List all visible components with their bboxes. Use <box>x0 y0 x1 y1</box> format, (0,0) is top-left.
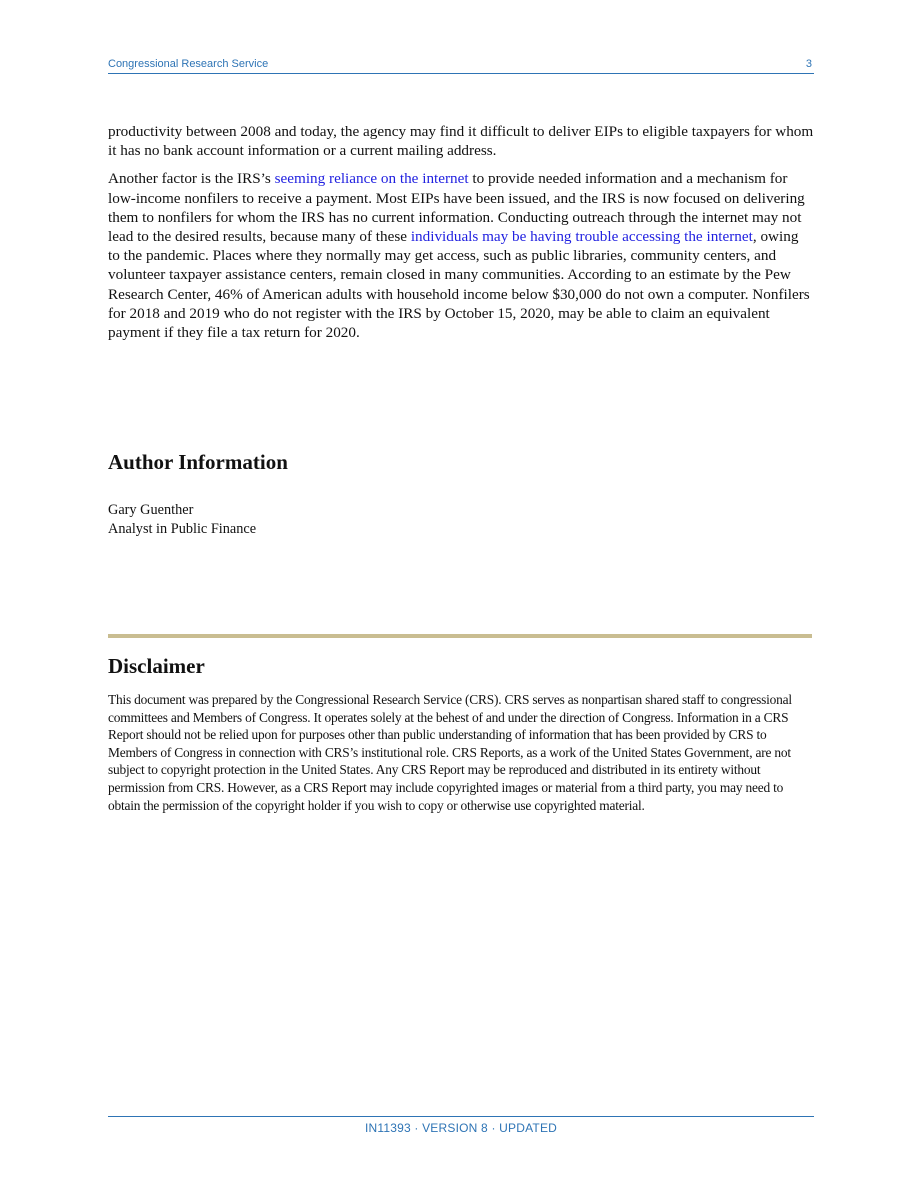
body-text <box>108 122 814 351</box>
section-divider <box>108 634 812 638</box>
author-name: Gary Guenther <box>108 502 194 518</box>
page-header <box>108 56 814 74</box>
paragraph-internet-reliance <box>108 169 814 342</box>
link-trouble-accessing-internet[interactable]: individuals may be having trouble accessing the internet <box>410 228 753 246</box>
page-number: 3 <box>805 58 812 70</box>
author-role: Analyst in Public Finance <box>108 520 257 537</box>
disclaimer-heading: Disclaimer <box>108 654 205 678</box>
link-seeming-reliance-on-internet[interactable]: seeming reliance on the internet <box>274 170 469 188</box>
disclaimer-text: This document was prepared by the Congressional Research Service (CRS). CRS serves as nonpartisan shared staff to congressional committees and Members of Congress. It operates solely at the behest of and under the direction of Congress. Information in a CRS Report should not be relied upon for purposes other than public understanding of information that has been provided by CRS to Members of Congress in connection with CRS’s institutional role. CRS Reports, as a work of the United States Government, are not subject to copyright protection in the United States. Any CRS Report may be reproduced and distributed in its entirety without permission from CRS. However, as a CRS Report may include copyrighted images or material from a third party, you may need to obtain the permission of the copyright holder if you wish to copy or otherwise use copyrighted material. <box>108 692 792 813</box>
header-title: Congressional Research Service <box>108 58 269 70</box>
paragraph-text-segment: to provide needed information and a mechanism for low-income nonfilers to receive a payment. Most EIPs have been issued, and the IRS is now focused on delivering them to nonfilers for whom the IRS has no current information. Conducting outreach through the internet may not lead to the desired results, because many of these <box>108 170 805 246</box>
author-block <box>108 501 256 538</box>
footer-divider <box>108 1116 814 1117</box>
author-information-heading: Author Information <box>108 450 288 474</box>
paragraph-text-segment: Another factor is the IRS’s <box>108 170 275 188</box>
footer-report-id: IN11393 · VERSION 8 · UPDATED <box>364 1121 558 1135</box>
paragraph-eip-delivery: productivity between 2008 and today, the agency may find it difficult to deliver EIPs to eligible taxpayers for whom it has no bank account information or a current mailing address. <box>108 123 814 160</box>
paragraph-text-segment: , owing to the pandemic. Places where they normally may get access, such as public libraries, community centers, and volunteer taxpayer assistance centers, remain closed in many communities. According to an estimate by the Pew Research Center, 46% of American adults with household income below $30,000 do not own a computer. Nonfilers for 2018 and 2019 who do not register with the IRS by October 15, 2020, may be able to claim an equivalent payment if they file a tax return for 2020. <box>108 228 810 342</box>
